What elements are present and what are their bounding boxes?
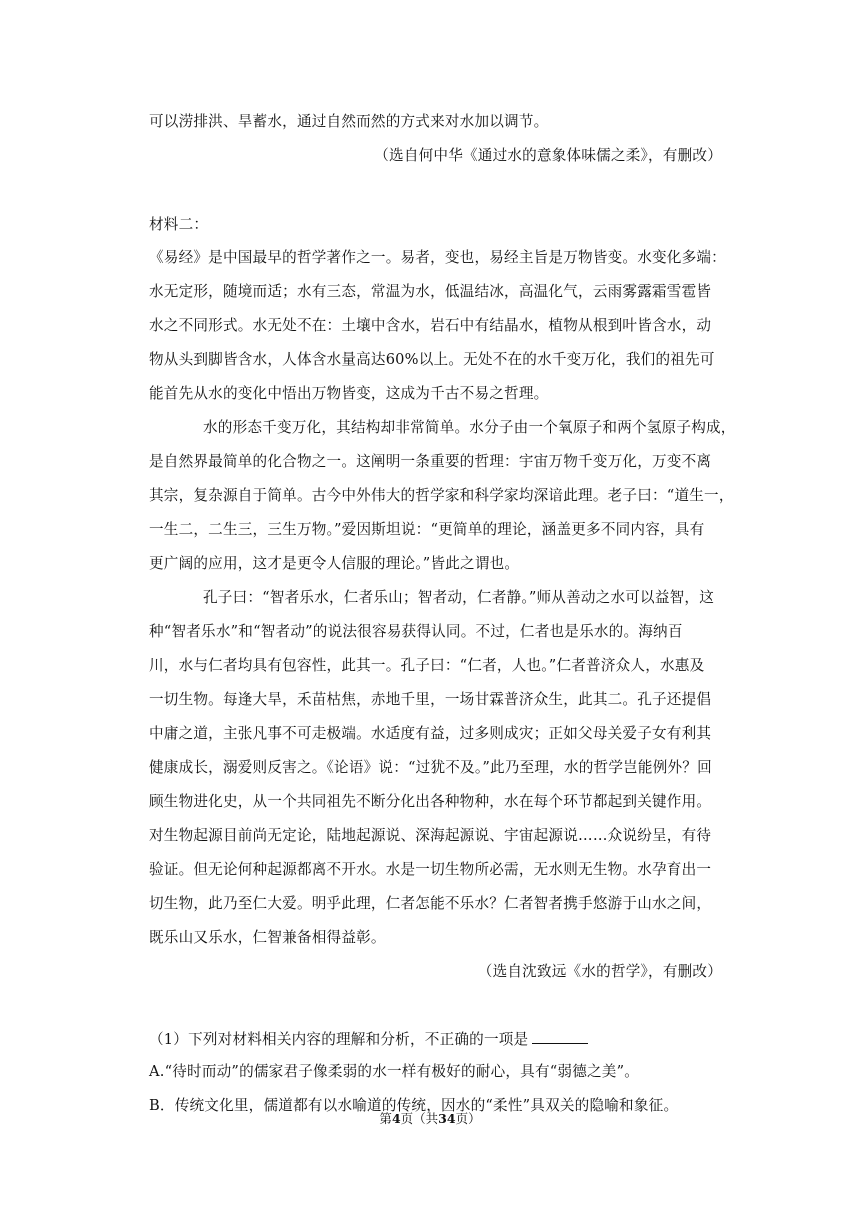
text-line: 对生物起源目前尚无定论，陆地起源说、深海起源说、宇宙起源说……众说纷呈，有待 (149, 827, 712, 844)
text-line: 其宗，复杂源自于简单。古今中外伟大的哲学家和科学家均深谙此理。老子曰：“道生一， (149, 487, 734, 504)
text-line: 一切生物。每逢大旱，禾苗枯焦，赤地千里，一场甘霖普济众生，此其二。孔子还提倡 (149, 691, 712, 708)
option-a: A.“待时而动”的儒家君子像柔弱的水一样有极好的耐心，具有“弱德之美”。 (149, 1063, 640, 1080)
text-line: 是自然界最简单的化合物之一。这阐明一条重要的哲理：宇宙万物千变万化，万变不离 (149, 453, 712, 470)
text-line: 材料二： (149, 216, 209, 233)
text-line: 一生二，二生三，三生万物。”爱因斯坦说：“更简单的理论，涵盖更多不同内容，具有 (149, 521, 705, 538)
text-line: 中庸之道，主张凡事不可走极端。水适度有益，过多则成灾；正如父母关爱子女有利其 (149, 725, 712, 742)
text-line: 更广阔的应用，这才是更令人信服的理论。”皆此之谓也。 (149, 555, 520, 572)
text-line: 可以涝排洪、旱蓄水，通过自然而然的方式来对水加以调节。 (149, 113, 549, 130)
text-line: 《易经》是中国最早的哲学著作之一。易者，变也，易经主旨是万物皆变。水变化多端： (149, 249, 726, 266)
text-line: 水的形态千变万化，其结构却非常简单。水分子由一个氧原子和两个氢原子构成， (203, 419, 736, 436)
text-line: 水之不同形式。水无处不在：土壤中含水，岩石中有结晶水，植物从根到叶皆含水，动 (149, 317, 712, 334)
text-line: 物从头到脚皆含水，人体含水量高达60%以上。无处不在的水千变万化，我们的祖先可 (149, 351, 715, 368)
text-line: 孔子曰：“智者乐水，仁者乐山；智者动，仁者静。”师从善动之水可以益智，这 (203, 589, 715, 606)
source-citation: （选自何中华《通过水的意象体味儒之柔》，有删改） (374, 147, 722, 164)
text-line: 验证。但无论何种起源都离不开水。水是一切生物所必需，无水则无生物。水孕育出一 (149, 861, 712, 878)
question-stem: （1）下列对材料相关内容的理解和分析，不正确的一项是 (149, 1031, 529, 1048)
option-b: B．传统文化里，儒道都有以水喻道的传统，因水的“柔性”具双关的隐喻和象征。 (149, 1097, 679, 1114)
text-line: 川，水与仁者均具有包容性，此其一。孔子曰：“仁者，人也。”仁者普济众人，水惠及 (149, 657, 705, 674)
source-citation: （选自沈致远《水的哲学》，有删改） (477, 963, 722, 980)
text-line: 能首先从水的变化中悟出万物皆变，这成为千古不易之哲理。 (149, 385, 549, 402)
text-line: 顾生物进化史，从一个共同祖先不断分化出各种物种，水在每个环节都起到关键作用。 (149, 793, 712, 810)
question-1 (149, 1029, 749, 1050)
answer-blank[interactable] (532, 1029, 588, 1044)
text-line: 既乐山又乐水，仁智兼备相得益彰。 (149, 929, 386, 946)
text-line: 切生物，此乃至仁大爱。明乎此理，仁者怎能不乐水？仁者智者携手悠游于山水之间， (149, 895, 712, 912)
page-footer: 第4页（共34页） (379, 1111, 481, 1126)
text-line: 水无定形，随境而适；水有三态，常温为水，低温结冰，高温化气，云雨雾露霜雪雹皆 (149, 283, 712, 300)
total-pages: 34 (438, 1111, 456, 1126)
text-line: 健康成长，溺爱则反害之。《论语》说：“过犹不及。”此乃至理，水的哲学岂能例外？回 (149, 759, 712, 776)
text-line: 种“智者乐水”和“智者动”的说法很容易获得认同。不过，仁者也是乐水的。海纳百 (149, 623, 683, 640)
page-number: 4 (391, 1111, 401, 1126)
